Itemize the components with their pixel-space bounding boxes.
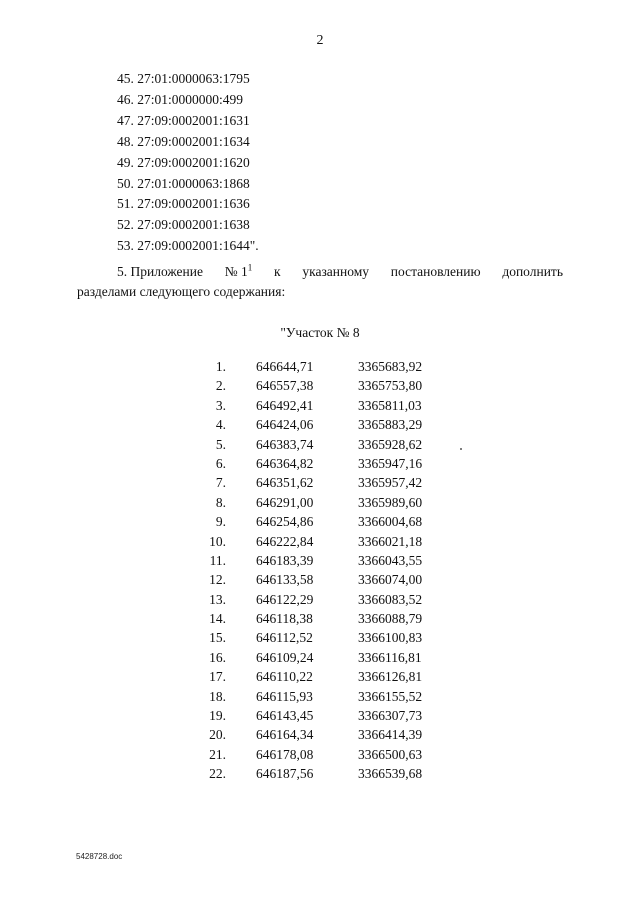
coord-x: 646110,22 [256, 669, 313, 685]
coord-y: 3365811,03 [358, 397, 422, 413]
cadastral-item: 50. 27:01:0000063:1868 [117, 175, 250, 191]
point-number: 9. [215, 514, 226, 530]
table-row [190, 357, 450, 376]
point-number: 8. [215, 494, 226, 510]
coord-y: 3366100,83 [358, 630, 423, 646]
point-number: 15. [209, 630, 226, 646]
point-number: 22. [209, 766, 226, 782]
coord-x: 646183,39 [256, 552, 314, 568]
coord-y: 3365928,62 [358, 436, 423, 452]
coord-x: 646364,82 [256, 455, 314, 471]
coord-x: 646383,74 [256, 436, 314, 452]
coord-x: 646133,58 [256, 572, 314, 588]
table-row [190, 590, 450, 609]
table-row [190, 570, 450, 589]
appendix-ref [225, 262, 253, 282]
point-number: 4. [215, 417, 226, 433]
coord-x: 646351,62 [256, 475, 314, 491]
coord-y: 3366074,00 [358, 572, 423, 588]
table-row [190, 532, 450, 551]
table-row [190, 551, 450, 570]
table-row [190, 687, 450, 706]
point-number: 21. [209, 746, 226, 762]
coord-y: 3365947,16 [358, 455, 423, 471]
coord-y: 3366116,81 [358, 649, 422, 665]
point-number: 19. [209, 708, 226, 724]
coord-y: 3366043,55 [358, 552, 423, 568]
table-row [190, 764, 450, 783]
coord-y: 3366083,52 [358, 591, 423, 607]
table-row [190, 454, 450, 473]
section-title: "Участок № 8 [280, 325, 360, 340]
point-number: 16. [209, 649, 226, 665]
cadastral-item: 49. 27:09:0002001:1620 [117, 154, 250, 170]
cadastral-item: 46. 27:01:0000000:499 [117, 91, 244, 107]
coord-x: 646291,00 [256, 494, 314, 510]
point-number: 10. [209, 533, 226, 549]
coord-x: 646254,86 [256, 514, 314, 530]
table-row [190, 745, 450, 764]
coord-x: 646178,08 [256, 746, 314, 762]
coord-y: 3366088,79 [358, 611, 423, 627]
table-row [190, 706, 450, 725]
point-number: 5. [215, 436, 226, 452]
coord-x: 646118,38 [256, 611, 313, 627]
paragraph-line-1 [77, 262, 563, 282]
coord-y: 3366500,63 [358, 746, 423, 762]
point-number: 7. [215, 475, 226, 491]
scan-speck [460, 448, 462, 450]
coord-y: 3366021,18 [358, 533, 423, 549]
table-row [190, 415, 450, 434]
cadastral-item: 48. 27:09:0002001:1634 [117, 133, 250, 149]
coord-x: 646492,41 [256, 397, 314, 413]
coord-y: 3366414,39 [358, 727, 423, 743]
point-number: 20. [209, 727, 226, 743]
table-row [190, 725, 450, 744]
coord-x: 646187,56 [256, 766, 314, 782]
coord-y: 3366126,81 [358, 669, 423, 685]
coord-x: 646115,93 [256, 688, 313, 704]
coordinates-table [190, 357, 450, 784]
cadastral-item: 51. 27:09:0002001:1636 [117, 196, 250, 212]
point-number: 17. [209, 669, 226, 685]
cadastral-item: 45. 27:01:0000063:1795 [117, 71, 250, 86]
paragraph-word: указанному [302, 264, 369, 279]
coord-y: 3365989,60 [358, 494, 423, 510]
table-row [190, 396, 450, 415]
table-row [190, 493, 450, 512]
cadastral-item: 53. 27:09:0002001:1644". [117, 238, 259, 254]
point-number: 13. [209, 591, 226, 607]
table-row [190, 473, 450, 492]
table-row [190, 648, 450, 667]
footer-filename: 5428728.doc [76, 852, 123, 861]
table-row [190, 628, 450, 647]
coord-x: 646222,84 [256, 533, 314, 549]
table-row [190, 435, 450, 454]
coord-x: 646424,06 [256, 417, 314, 433]
coord-y: 3366155,52 [358, 688, 423, 704]
coord-x: 646164,34 [256, 727, 314, 743]
point-number: 11. [209, 552, 226, 568]
coord-x: 646644,71 [256, 359, 314, 374]
coord-x: 646109,24 [256, 649, 314, 665]
point-number: 2. [215, 378, 226, 394]
paragraph-word: № 1 [224, 264, 248, 279]
coord-y: 3365957,42 [358, 475, 423, 491]
cadastral-item: 47. 27:09:0002001:1631 [117, 112, 250, 128]
coord-y: 3366004,68 [358, 514, 423, 530]
point-number: 3. [215, 397, 226, 413]
point-number: 12. [209, 572, 226, 588]
coord-x: 646122,29 [256, 591, 314, 607]
table-row [190, 667, 450, 686]
coord-x: 646143,45 [256, 708, 314, 724]
paragraph-line-2: разделами следующего содержания: [77, 284, 286, 299]
table-row [190, 609, 450, 628]
point-number: 18. [209, 688, 226, 704]
appendix-superscript: 1 [247, 262, 253, 273]
table-row [190, 376, 450, 395]
coord-y: 3365753,80 [358, 378, 423, 394]
coord-y: 3365883,29 [358, 417, 423, 433]
coord-x: 646557,38 [256, 378, 314, 394]
coord-x: 646112,52 [256, 630, 313, 646]
paragraph-word: постановлению [390, 264, 481, 279]
cadastral-item: 52. 27:09:0002001:1638 [117, 217, 250, 233]
point-number: 14. [209, 611, 226, 627]
paragraph-word: к [274, 264, 281, 279]
page-number: 2 [316, 33, 324, 48]
cadastral-number-list [117, 69, 259, 257]
coord-y: 3365683,92 [358, 359, 423, 374]
amendment-paragraph [77, 262, 563, 302]
paragraph-word: 5. Приложение [117, 264, 203, 279]
coord-y: 3366539,68 [358, 766, 423, 782]
coord-y: 3366307,73 [358, 708, 423, 724]
point-number: 1. [215, 359, 226, 374]
table-row [190, 512, 450, 531]
paragraph-word: дополнить [502, 264, 563, 279]
point-number: 6. [215, 455, 226, 471]
